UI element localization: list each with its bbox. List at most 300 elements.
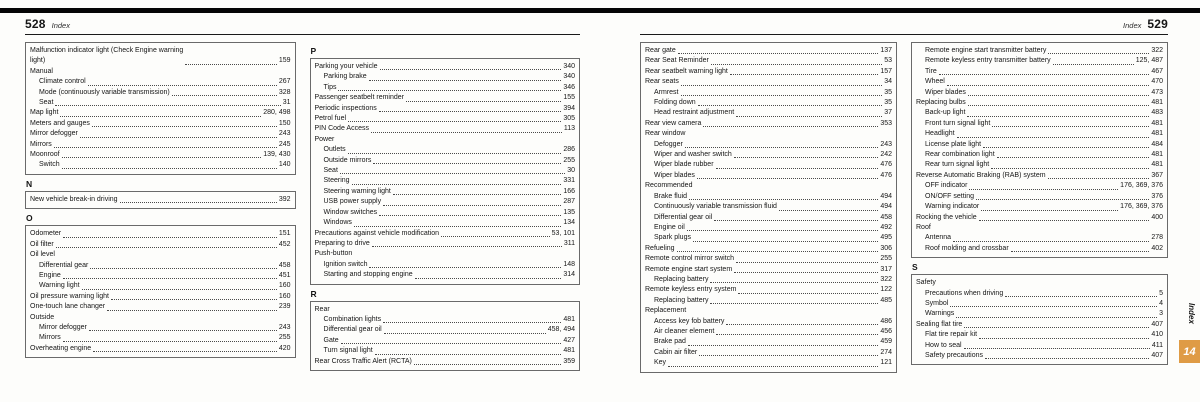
index-entry — [30, 77, 291, 87]
entry-label: Differential gear — [39, 261, 89, 269]
leader-dots — [348, 121, 561, 122]
entry-label: Mirror defogger — [39, 323, 87, 331]
entry-page-number: 53 — [884, 57, 892, 65]
entry-page-number: 125, 487 — [1135, 57, 1163, 65]
entry-label: Rear Cross Traffic Alert (RCTA) — [314, 357, 412, 365]
entry-label: Switch — [39, 161, 60, 169]
index-entry — [315, 156, 576, 166]
entry-page-number: 485 — [880, 296, 892, 304]
leader-dots — [89, 330, 277, 331]
page-529 — [640, 17, 1168, 397]
leader-dots — [415, 278, 562, 279]
entry-label: Rear view camera — [645, 119, 702, 127]
index-entry — [30, 119, 291, 129]
leader-dots — [968, 95, 1149, 96]
index-entry — [916, 119, 1163, 129]
index-entry — [645, 56, 892, 66]
entry-page-number: 322 — [1151, 47, 1163, 54]
index-entry — [315, 229, 576, 239]
entry-label: Ignition switch — [323, 260, 368, 268]
entry-page-number: 151 — [278, 230, 291, 238]
entry-label: Gate — [323, 336, 339, 344]
entry-page-number: 255 — [563, 156, 575, 164]
entry-page-number: 306 — [880, 244, 892, 252]
leader-dots — [1048, 53, 1149, 54]
index-entry — [916, 299, 1163, 309]
entry-label: Manual — [30, 67, 53, 75]
index-entry — [30, 150, 291, 160]
leader-dots — [373, 163, 561, 164]
page-number-left: 528 — [25, 17, 46, 31]
index-entry — [916, 150, 1163, 160]
index-entry — [645, 213, 892, 223]
entry-label: Overheating engine — [30, 344, 92, 352]
entry-page-number: 481 — [563, 315, 575, 323]
index-entry — [30, 250, 291, 260]
entry-page-number: 35 — [884, 99, 892, 107]
leader-dots — [63, 237, 277, 238]
index-entry — [916, 88, 1163, 98]
entry-page-number: 452 — [278, 240, 291, 248]
index-entry — [916, 56, 1163, 66]
entry-label: Oil level — [30, 251, 55, 259]
index-entry — [315, 124, 576, 134]
entry-page-number: 121 — [880, 359, 892, 367]
entry-label: Wiper blades — [925, 88, 966, 96]
entry-page-number: 376 — [1151, 192, 1163, 200]
leader-dots — [369, 80, 562, 81]
index-entry — [916, 341, 1163, 351]
index-entry — [315, 197, 576, 207]
index-entry — [645, 337, 892, 347]
entry-page-number: 407 — [1151, 351, 1163, 359]
entry-label: Oil pressure warning light — [30, 292, 109, 300]
entry-label: Moonroof — [30, 151, 60, 159]
entry-label: Parking brake — [323, 73, 367, 81]
index-entry — [916, 233, 1163, 243]
index-entry — [315, 357, 576, 367]
leader-dots — [956, 317, 1157, 318]
index-entry — [645, 98, 892, 108]
leader-dots — [710, 282, 878, 283]
page-number-right: 529 — [1147, 17, 1168, 31]
leader-dots — [380, 69, 562, 70]
index-entry — [315, 270, 576, 280]
entry-label: Precautions against vehicle modification — [314, 229, 440, 237]
index-entry — [645, 108, 892, 118]
entry-page-number: 286 — [563, 146, 575, 154]
entry-label: Symbol — [925, 299, 949, 307]
leader-dots — [964, 348, 1150, 349]
entry-page-number: 155 — [563, 94, 575, 102]
entry-page-number: 137 — [880, 47, 892, 54]
entry-label: Safety — [916, 279, 936, 287]
entry-page-number: 242 — [880, 151, 892, 159]
leader-dots — [338, 90, 561, 91]
entry-label: Starting and stopping engine — [323, 271, 413, 279]
entry-label: Wiper blades — [654, 171, 695, 179]
leader-dots — [340, 173, 565, 174]
leader-dots — [981, 210, 1118, 211]
leader-dots — [957, 137, 1150, 138]
page-528-header — [25, 17, 580, 35]
leader-dots — [172, 95, 277, 96]
leader-dots — [979, 338, 1149, 339]
index-entry — [645, 275, 892, 285]
index-entry — [645, 150, 892, 160]
entry-page-number: 481 — [1151, 161, 1163, 169]
index-entry — [645, 254, 892, 264]
page-528 — [25, 17, 580, 397]
index-entry — [30, 108, 291, 118]
entry-label: Petrol fuel — [314, 115, 347, 123]
entry-label: Windows — [323, 219, 352, 227]
leader-dots — [406, 101, 561, 102]
index-entry — [645, 327, 892, 337]
entry-label: Spark plugs — [654, 234, 691, 242]
leader-dots — [964, 327, 1149, 328]
entry-page-number: 140 — [278, 161, 291, 169]
index-entry — [315, 315, 576, 325]
entry-label: USB power supply — [323, 198, 382, 206]
index-entry — [916, 320, 1163, 330]
entry-label: Meters and gauges — [30, 119, 90, 127]
entry-page-number: 483 — [1151, 109, 1163, 117]
leader-dots — [90, 268, 277, 269]
entry-page-number: 420 — [278, 344, 291, 352]
leader-dots — [88, 85, 277, 86]
index-entry — [315, 187, 576, 197]
index-entry — [30, 160, 291, 170]
leader-dots — [348, 153, 562, 154]
entry-page-number: 481 — [1151, 130, 1163, 138]
entry-label: Differential gear oil — [323, 326, 382, 334]
leader-dots — [54, 147, 277, 148]
entry-page-number: 481 — [1151, 119, 1163, 127]
index-column — [310, 42, 581, 371]
index-entry — [645, 77, 892, 87]
leader-dots — [730, 74, 878, 75]
entry-label: Window switches — [323, 208, 378, 216]
entry-page-number: 494 — [880, 203, 892, 211]
entry-label: Warnings — [925, 310, 955, 318]
leader-dots — [375, 354, 562, 355]
index-entry — [916, 67, 1163, 77]
entry-label: Outside — [30, 313, 55, 321]
entry-label: Mirrors — [30, 140, 52, 148]
entry-page-number: 367 — [1151, 171, 1163, 179]
leader-dots — [1053, 64, 1134, 65]
index-section-box — [25, 191, 296, 209]
entry-page-number: 407 — [1151, 320, 1163, 328]
leader-dots — [991, 168, 1149, 169]
entry-label: Odometer — [30, 230, 62, 238]
leader-dots — [710, 303, 878, 304]
entry-label: Replacing battery — [654, 275, 709, 283]
leader-dots — [372, 246, 562, 247]
entry-page-number: 53, 101 — [551, 229, 575, 237]
entry-label: Remote keyless entry transmitter battery — [925, 57, 1051, 65]
letter-heading: O — [26, 213, 33, 224]
leader-dots — [681, 85, 882, 86]
entry-label: Brake fluid — [654, 192, 688, 200]
entry-label: Continuously variable transmission fluid — [654, 203, 777, 211]
letter-heading: S — [912, 262, 918, 273]
index-entry — [645, 202, 892, 212]
leader-dots — [120, 202, 277, 203]
entry-label: Warning indicator — [925, 203, 980, 211]
entry-page-number: 459 — [880, 338, 892, 346]
index-entry — [315, 176, 576, 186]
entry-page-number: 305 — [563, 115, 575, 123]
index-column — [911, 42, 1168, 365]
entry-page-number: 411 — [1151, 341, 1163, 349]
entry-label: Mirror defogger — [30, 130, 78, 138]
leader-dots — [62, 157, 262, 158]
entry-label: Rear seats — [645, 78, 679, 86]
entry-label: Headlight — [925, 130, 955, 138]
index-entry — [315, 218, 576, 228]
entry-page-number: 239 — [278, 303, 291, 311]
index-section-box — [25, 42, 296, 175]
index-entry — [30, 271, 291, 281]
entry-page-number: 456 — [880, 327, 892, 335]
entry-label: Malfunction indicator light (Check Engine warning light) — [30, 47, 184, 65]
entry-page-number: 274 — [880, 348, 892, 356]
leader-dots — [80, 137, 277, 138]
leader-dots — [62, 168, 277, 169]
entry-label: Back-up light — [925, 109, 966, 117]
entry-label: Tire — [925, 67, 937, 75]
leader-dots — [689, 199, 878, 200]
entry-page-number: 394 — [563, 104, 575, 112]
index-entry — [916, 181, 1163, 191]
index-entry — [315, 325, 576, 335]
leader-dots — [383, 205, 561, 206]
index-entry — [315, 145, 576, 155]
entry-page-number: 3 — [1159, 310, 1163, 318]
leader-dots — [738, 293, 878, 294]
entry-label: Antenna — [925, 234, 952, 242]
entry-label: Rear — [314, 305, 330, 313]
index-section-box — [25, 225, 296, 358]
index-entry — [645, 192, 892, 202]
entry-page-number: 410 — [1151, 331, 1163, 339]
index-entry — [645, 265, 892, 275]
entry-page-number: 157 — [880, 67, 892, 75]
leader-dots — [677, 251, 879, 252]
entry-label: Replacing bulbs — [916, 99, 966, 107]
index-entry — [916, 77, 1163, 87]
entry-label: Warning light — [39, 282, 80, 290]
entry-page-number: 427 — [563, 336, 575, 344]
entry-label: Flat tire repair kit — [925, 331, 978, 339]
index-entry — [645, 348, 892, 358]
entry-page-number: 160 — [278, 282, 291, 290]
entry-label: Power — [314, 135, 335, 143]
entry-label: Outside mirrors — [323, 156, 372, 164]
entry-label: Roof — [916, 223, 931, 231]
index-entry — [30, 67, 291, 77]
index-entry — [645, 223, 892, 233]
entry-label: New vehicle break-in driving — [30, 195, 118, 203]
leader-dots — [983, 147, 1149, 148]
leader-dots — [56, 247, 277, 248]
leader-dots — [354, 226, 561, 227]
index-entry — [30, 98, 291, 108]
leader-dots — [697, 178, 878, 179]
index-entry — [645, 233, 892, 243]
index-column — [640, 42, 897, 373]
entry-label: Brake pad — [654, 338, 686, 346]
leader-dots — [63, 278, 277, 279]
entry-page-number: 311 — [563, 239, 575, 247]
index-entry — [315, 72, 576, 82]
entry-page-number: 400 — [1151, 213, 1163, 221]
entry-page-number: 278 — [1151, 234, 1163, 242]
index-entry — [916, 202, 1163, 212]
leader-dots — [726, 324, 878, 325]
leader-dots — [967, 116, 1149, 117]
entry-label: Cabin air filter — [654, 348, 698, 356]
leader-dots — [681, 95, 883, 96]
index-spine-label: Index — [1187, 303, 1196, 324]
header-label-right: Index — [1123, 21, 1142, 30]
leader-dots — [997, 157, 1150, 158]
index-section-box — [640, 42, 897, 373]
entry-label: Tips — [323, 83, 337, 91]
entry-page-number: 495 — [880, 234, 892, 242]
index-entry — [916, 108, 1163, 118]
entry-label: Seat — [323, 167, 338, 175]
leader-dots — [383, 322, 561, 323]
entry-label: Steering warning light — [323, 187, 391, 195]
leader-dots — [668, 366, 878, 367]
entry-label: ON/OFF setting — [925, 192, 975, 200]
entry-page-number: 328 — [278, 88, 291, 96]
leader-dots — [969, 189, 1118, 190]
index-entry — [645, 46, 892, 56]
entry-label: Engine oil — [654, 223, 685, 231]
entry-page-number: 159 — [278, 57, 291, 65]
index-entry — [916, 213, 1163, 223]
leader-dots — [992, 126, 1149, 127]
leader-dots — [950, 306, 1157, 307]
index-section-box — [911, 42, 1168, 258]
entry-label: Rocking the vehicle — [916, 213, 977, 221]
entry-page-number: 4 — [1159, 299, 1163, 307]
leader-dots — [685, 147, 879, 148]
entry-page-number: 35 — [884, 88, 892, 96]
leader-dots — [953, 241, 1149, 242]
entry-label: Climate control — [39, 78, 86, 86]
leader-dots — [82, 289, 277, 290]
index-entry — [315, 62, 576, 72]
entry-page-number: 160 — [278, 292, 291, 300]
entry-page-number: 34 — [884, 78, 892, 86]
entry-page-number: 458 — [880, 213, 892, 221]
entry-page-number: 166 — [563, 187, 575, 195]
entry-label: Passenger seatbelt reminder — [314, 94, 404, 102]
leader-dots — [678, 53, 879, 54]
entry-label: Access key fob battery — [654, 317, 725, 325]
entry-page-number: 473 — [1151, 88, 1163, 96]
chapter-tab-number: 14 — [1183, 345, 1196, 358]
leader-dots — [369, 267, 561, 268]
page-top-rule — [0, 8, 1200, 13]
entry-page-number: 331 — [563, 177, 575, 185]
entry-page-number: 492 — [880, 223, 892, 231]
leader-dots — [736, 116, 882, 117]
index-entry — [315, 114, 576, 124]
leader-dots — [699, 355, 878, 356]
entry-page-number: 30 — [567, 167, 575, 175]
leader-dots — [55, 105, 280, 106]
entry-label: Roof molding and crossbar — [925, 244, 1009, 252]
index-entry — [916, 140, 1163, 150]
page-529-header — [640, 17, 1168, 35]
entry-label: Differential gear oil — [654, 213, 713, 221]
entry-label: Outlets — [323, 146, 346, 154]
entry-label: Combination lights — [323, 315, 382, 323]
index-entry — [315, 83, 576, 93]
index-entry — [30, 229, 291, 239]
entry-page-number: 470 — [1151, 78, 1163, 86]
leader-dots — [1011, 251, 1150, 252]
entry-page-number: 340 — [563, 73, 575, 81]
index-entry — [315, 239, 576, 249]
entry-label: Remote engine start system — [645, 265, 733, 273]
leader-dots — [107, 310, 277, 311]
entry-page-number: 255 — [278, 334, 291, 342]
leader-dots — [384, 333, 546, 334]
index-entry — [30, 323, 291, 333]
index-entry — [30, 88, 291, 98]
entry-page-number: 243 — [278, 130, 291, 138]
leader-dots — [371, 132, 562, 133]
index-entry — [30, 344, 291, 354]
entry-page-number: 458 — [278, 261, 291, 269]
leader-dots — [687, 230, 879, 231]
entry-page-number: 267 — [278, 78, 291, 86]
index-entry — [30, 140, 291, 150]
entry-page-number: 353 — [880, 119, 892, 127]
leader-dots — [947, 85, 1149, 86]
entry-page-number: 494 — [880, 192, 892, 200]
leader-dots — [379, 215, 561, 216]
leader-dots — [698, 105, 883, 106]
entry-label: Remote control mirror switch — [645, 255, 735, 263]
index-section-box — [310, 58, 581, 285]
entry-page-number: 340 — [563, 63, 575, 70]
leader-dots — [414, 364, 561, 365]
entry-page-number: 458, 494 — [547, 326, 575, 334]
index-entry — [645, 129, 892, 139]
leader-dots — [736, 262, 878, 263]
entry-page-number: 317 — [880, 265, 892, 273]
entry-label: Mode (continuously variable transmission) — [39, 88, 170, 96]
leader-dots — [779, 210, 878, 211]
entry-label: Wheel — [925, 78, 945, 86]
index-entry — [645, 171, 892, 181]
index-entry — [916, 160, 1163, 170]
entry-label: Parking your vehicle — [314, 63, 378, 70]
leader-dots — [734, 157, 879, 158]
leader-dots — [1005, 296, 1157, 297]
entry-label: Replacement — [645, 307, 687, 315]
index-entry — [645, 88, 892, 98]
entry-label: Head restraint adjustment — [654, 109, 735, 117]
